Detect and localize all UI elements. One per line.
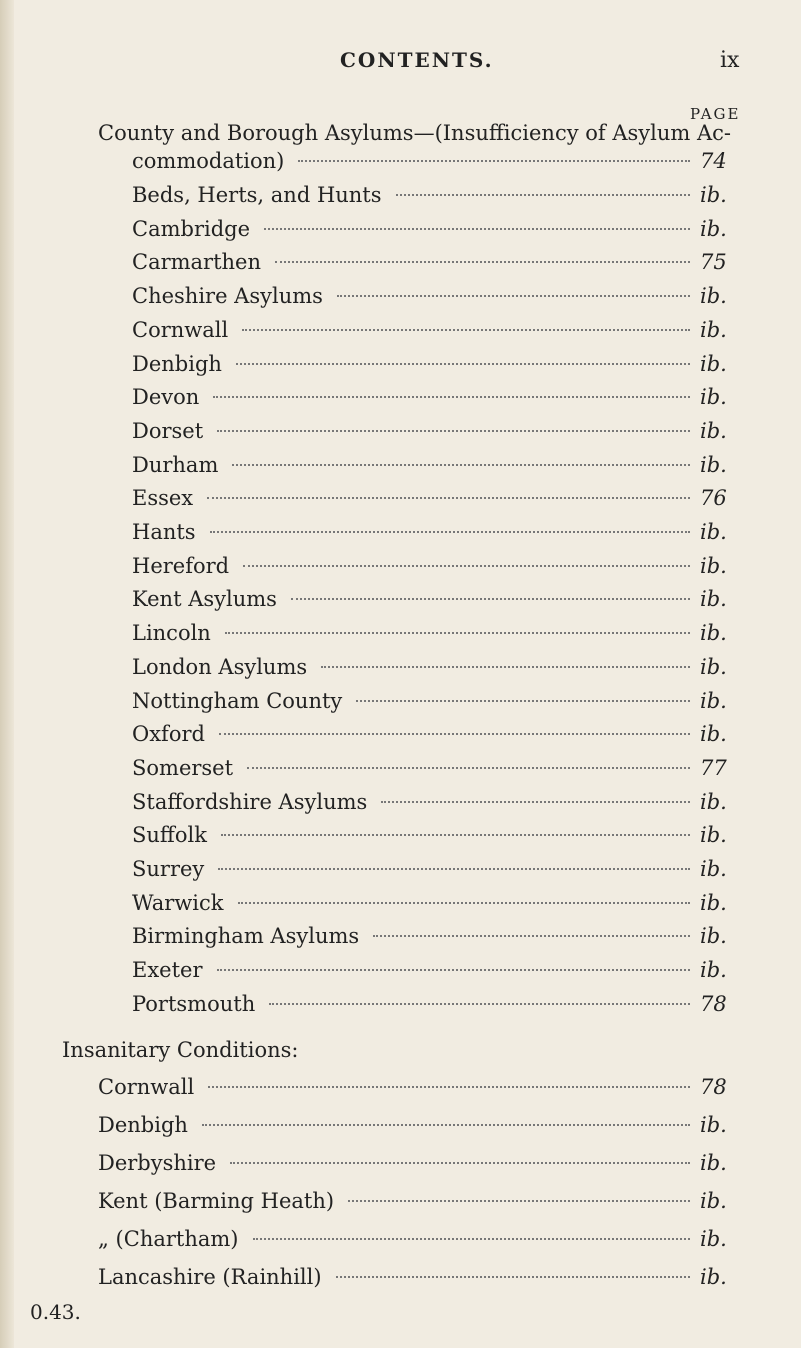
toc-entry-page: ib. — [700, 857, 727, 881]
toc-entry-name: Kent (Barming Heath) — [98, 1189, 335, 1213]
toc-entry-name: Kent Asylums — [132, 587, 277, 612]
toc-entry — [0, 281, 801, 311]
toc-entry-name: Essex — [132, 486, 194, 511]
toc-entry — [0, 753, 801, 783]
dot-leader — [213, 396, 690, 398]
section2-heading: Insanitary Conditions: — [62, 1038, 299, 1062]
toc-entry-name: Surrey — [132, 857, 205, 881]
toc-entry-page: ib. — [700, 587, 727, 612]
dot-leader — [207, 497, 690, 499]
toc-entry-page: ib. — [700, 1227, 727, 1251]
section1-heading-line2: commodation) — [132, 149, 285, 173]
dot-leader — [321, 666, 690, 668]
toc-entry-page: 78 — [700, 991, 727, 1016]
toc-entry-name: Denbigh — [132, 351, 222, 376]
toc-entry-page: ib. — [700, 317, 727, 342]
toc-entry-name: Exeter — [132, 958, 203, 983]
toc-entry-page: ib. — [700, 958, 727, 983]
toc-entry-name: Carmarthen — [132, 250, 262, 275]
dot-leader — [373, 935, 690, 937]
toc-entry — [0, 854, 801, 884]
toc-entry — [0, 584, 801, 614]
dot-leader — [230, 1162, 690, 1164]
dot-leader — [247, 767, 690, 769]
dot-leader — [217, 430, 690, 432]
toc-entry-page: ib. — [700, 823, 727, 848]
toc-entry-name: Warwick — [132, 890, 224, 915]
toc-entry-name: Beds, Herts, and Hunts — [132, 183, 382, 207]
toc-entry-name: Cornwall — [98, 1075, 195, 1099]
toc-entry — [0, 450, 801, 480]
dot-leader — [219, 733, 690, 735]
toc-entry-page: ib. — [700, 722, 727, 747]
toc-entry-page: ib. — [700, 1189, 727, 1213]
page-column-label: PAGE — [690, 105, 741, 123]
dot-leader — [221, 834, 690, 836]
toc-entry — [0, 1110, 801, 1140]
toc-entry-page: ib. — [700, 284, 727, 309]
toc-entry-page: ib. — [700, 520, 727, 544]
dot-leader — [242, 329, 690, 331]
footer-mark: 0.43. — [30, 1300, 81, 1324]
toc-entry-name: Portsmouth — [132, 991, 256, 1016]
toc-entry — [0, 517, 801, 547]
toc-entry-page: ib. — [700, 183, 727, 207]
dot-leader — [298, 160, 690, 162]
section1-heading-page: 74 — [700, 149, 727, 173]
toc-entry — [0, 989, 801, 1019]
dot-leader — [217, 969, 690, 971]
toc-entry — [0, 1224, 801, 1254]
dot-leader — [348, 1200, 690, 1202]
toc-entry — [0, 483, 801, 513]
toc-entry — [0, 921, 801, 951]
toc-entry-name: Hants — [132, 520, 196, 544]
toc-entry — [0, 382, 801, 412]
toc-entry-name: Lancashire (Rainhill) — [98, 1265, 322, 1289]
toc-entry-name: Durham — [132, 452, 219, 477]
toc-entry — [0, 349, 801, 379]
toc-entry — [0, 551, 801, 581]
toc-entry-name: Denbigh — [98, 1113, 188, 1137]
toc-entry — [0, 955, 801, 985]
toc-entry-page: 78 — [700, 1075, 727, 1099]
toc-entry-page: ib. — [700, 688, 727, 713]
running-head — [0, 48, 801, 78]
dot-leader — [218, 868, 690, 870]
dot-leader — [225, 632, 690, 634]
toc-entry-name: Cambridge — [132, 216, 251, 241]
dot-leader — [356, 700, 690, 702]
toc-entry — [0, 652, 801, 682]
toc-entry-page: ib. — [700, 452, 727, 477]
toc-entry — [0, 1148, 801, 1178]
dot-leader — [381, 801, 690, 803]
dot-leader — [396, 194, 690, 196]
dot-leader — [202, 1124, 690, 1126]
toc-entry-page: ib. — [700, 654, 727, 679]
dot-leader — [232, 464, 690, 466]
dot-leader — [238, 902, 690, 904]
section1-heading-row — [0, 146, 801, 176]
toc-entry-page: ib. — [700, 621, 727, 646]
toc-entry-name: Birmingham Asylums — [132, 924, 360, 949]
dot-leader — [208, 1086, 690, 1088]
toc-entry — [0, 820, 801, 850]
toc-entry-name: Cornwall — [132, 317, 229, 342]
running-head-title: CONTENTS. — [340, 48, 494, 72]
toc-entry-page: ib. — [700, 385, 727, 410]
toc-entry-name: Devon — [132, 385, 200, 410]
toc-entry-name: Hereford — [132, 553, 230, 578]
dot-leader — [243, 565, 690, 567]
toc-entry — [0, 416, 801, 446]
toc-entry-page: 76 — [700, 486, 727, 511]
toc-entry-name: Staffordshire Asylums — [132, 789, 368, 814]
toc-entry-page: 77 — [700, 755, 727, 780]
dot-leader — [236, 363, 690, 365]
toc-entry-page: ib. — [700, 553, 727, 578]
dot-leader — [291, 598, 690, 600]
toc-entry — [0, 787, 801, 817]
toc-entry-page: ib. — [700, 351, 727, 376]
toc-entry — [0, 1186, 801, 1216]
toc-entry-name: Oxford — [132, 722, 205, 747]
toc-entry-name: London Asylums — [132, 654, 308, 679]
toc-entry-page: ib. — [700, 789, 727, 814]
toc-entry-page: ib. — [700, 924, 727, 949]
toc-entry-page: ib. — [700, 1151, 727, 1175]
toc-entry — [0, 214, 801, 244]
toc-entry — [0, 618, 801, 648]
toc-entry-page: ib. — [700, 1113, 727, 1137]
toc-entry — [0, 315, 801, 345]
toc-entry-name: „ (Chartham) — [98, 1227, 239, 1251]
toc-entry-page: ib. — [700, 890, 727, 915]
toc-entry — [0, 247, 801, 277]
toc-entry-name: Derbyshire — [98, 1151, 217, 1175]
running-head-page-number: ix — [720, 48, 740, 73]
toc-entry — [0, 180, 801, 210]
dot-leader — [275, 261, 690, 263]
toc-entry — [0, 719, 801, 749]
dot-leader — [336, 1276, 690, 1278]
toc-entry — [0, 1072, 801, 1102]
toc-entry-page: 75 — [700, 250, 727, 275]
toc-entry-page: ib. — [700, 1265, 727, 1289]
toc-entry-page: ib. — [700, 418, 727, 443]
dot-leader — [253, 1238, 690, 1240]
dot-leader — [269, 1003, 690, 1005]
toc-entry — [0, 686, 801, 716]
toc-entry — [0, 888, 801, 918]
dot-leader — [264, 228, 690, 230]
toc-entry-name: Dorset — [132, 418, 204, 443]
toc-entry-name: Suffolk — [132, 823, 207, 848]
section1-heading-line1: County and Borough Asylums—(Insufficiency of Asylum Ac- — [98, 121, 731, 145]
toc-entry-page: ib. — [700, 216, 727, 241]
toc-entry — [0, 1262, 801, 1292]
toc-entry-name: Nottingham County — [132, 688, 343, 713]
toc-entry-name: Cheshire Asylums — [132, 284, 323, 309]
toc-entry-name: Lincoln — [132, 621, 211, 646]
toc-entry-name: Somerset — [132, 755, 234, 780]
dot-leader — [337, 295, 690, 297]
dot-leader — [210, 531, 690, 533]
